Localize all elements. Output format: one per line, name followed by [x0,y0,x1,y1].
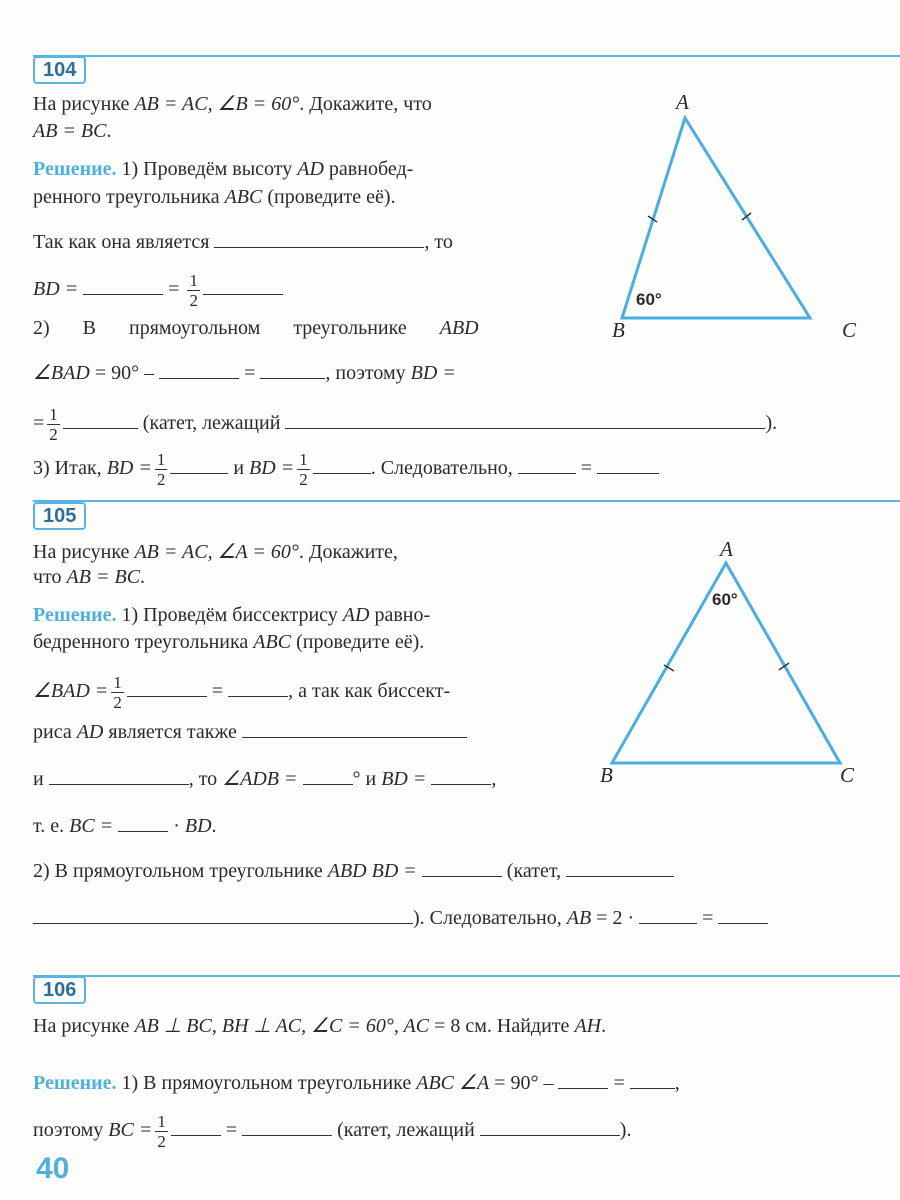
text: = [239,362,261,384]
text: , [674,1072,680,1094]
text: поэтому [33,1119,109,1142]
math: ABC ∠A [416,1072,490,1094]
text: и [33,768,49,790]
answer-blank[interactable] [480,1118,620,1136]
text: = [608,1072,630,1094]
math: BD = [381,768,427,790]
math: BD = [410,362,456,384]
text: , а так как биссект- [288,680,451,703]
text: = 90° – [489,1072,559,1094]
text: = [575,457,598,480]
solution-label: Решение. [33,1072,117,1094]
text: 1) Проведём высоту [116,158,298,180]
text: (проведите её). [262,186,396,208]
answer-blank[interactable] [228,679,288,697]
fraction: $\frac{1}{2}$ [156,450,166,489]
text: . Докажите, [298,541,398,563]
fraction: $\frac{1}{2}$ [49,405,58,444]
section-rule [33,500,900,502]
vertex-label-c: C [842,318,857,342]
text: (проведите её). [291,631,425,653]
answer-blank[interactable] [127,679,207,697]
problem-number-105: 105 [33,502,86,530]
answer-blank[interactable] [566,859,674,877]
text: равно- [369,604,431,626]
text: (катет, лежащий [137,412,286,435]
text: На рисунке [33,541,135,563]
math: BC = [108,1119,153,1142]
answer-blank[interactable] [558,1071,608,1089]
text: равнобед- [323,158,414,180]
text: 2) В прямоугольном треугольнике [33,860,328,882]
text: , [491,768,497,790]
answer-blank[interactable] [431,767,491,785]
math: ∠BAD = [33,680,109,703]
answer-blank[interactable] [303,767,353,785]
text: · [168,815,185,837]
math: ABC [224,186,263,208]
text: ). Следовательно, [413,907,567,929]
text: , поэтому [325,362,411,384]
fraction: $\frac{1}{2}$ [157,1112,166,1151]
text: = [33,412,45,435]
angle-label: 60° [712,590,738,609]
text: = [220,1119,243,1142]
text: = 2 · [591,907,640,929]
text: ). [765,412,778,435]
math: ABD BD = [327,860,417,882]
answer-blank[interactable] [639,906,697,924]
solution-label: Решение. [33,158,117,180]
math: BD [184,815,212,837]
text: бедренного треугольника [33,631,254,653]
answer-blank[interactable] [242,720,467,738]
math: AB = BC [33,120,107,142]
text: (катет, [501,860,567,882]
vertex-label-a: A [720,537,733,561]
text: 1) Проведём биссектрису [116,604,343,626]
text: = [697,907,719,929]
answer-blank[interactable] [171,1118,221,1136]
text: . [106,120,112,142]
text: т. е. [33,815,70,837]
text: = 8 см. Найдите [429,1015,575,1037]
vertex-label-c: C [840,763,855,787]
math: ∠ADB = [222,768,298,790]
text: = [163,278,185,301]
text: ° и [352,768,382,790]
math: AD [342,604,370,626]
text: (катет, лежащий [332,1119,480,1142]
math: AB ⊥ BC, BH ⊥ AC, ∠C = 60°, AC [134,1015,430,1037]
text: . Докажите, что [299,93,432,115]
fraction: $\frac{1}{2}$ [113,673,122,712]
answer-blank[interactable] [630,1071,675,1089]
text: На рисунке [33,1015,135,1037]
answer-blank[interactable] [33,906,413,924]
text: 3) Итак, [33,457,107,480]
math: BD = [249,457,295,480]
answer-blank[interactable] [718,906,768,924]
text: что [33,566,67,588]
text: = 90° – [89,362,160,384]
text: 1) В прямоугольном треугольнике [116,1072,417,1094]
text: Так как она является [33,231,215,253]
text: является также [103,721,242,743]
math: ∠BAD [33,362,90,384]
math: ABC [253,631,292,653]
text: На рисунке [33,93,135,115]
problem-number-106: 106 [33,976,86,1004]
math: BD = [33,278,79,301]
math: AH [574,1015,602,1037]
math: AB = AC, ∠A = 60° [134,541,299,563]
answer-blank[interactable] [242,1118,332,1136]
answer-blank[interactable] [422,859,502,877]
math: AD [297,158,324,180]
text: , то [424,231,453,253]
text: . [140,566,146,588]
text: ренного треугольника [33,186,225,208]
math: AB = AC, ∠B = 60° [134,93,300,115]
solution-label: Решение. [33,604,117,626]
fraction: $\frac{1}{2}$ [299,450,308,489]
math: AB = BC [66,566,141,588]
page-number: 40 [36,1152,70,1185]
section-rule [33,975,900,977]
text: . Следовательно, [370,457,518,480]
text: риса [33,721,77,743]
math: ABD [439,317,479,339]
angle-label: 60° [636,290,662,309]
text: и [228,457,250,480]
problem-number-104: 104 [33,56,86,84]
answer-blank[interactable] [49,767,189,785]
vertex-label-b: B [600,763,613,787]
text: 2) В прямоугольном треугольнике [33,317,440,339]
math: BD = [106,457,152,480]
math: AD [76,721,104,743]
text: = [206,680,229,703]
vertex-label-b: B [612,318,625,342]
text: ). [619,1119,632,1142]
math: AB [566,907,592,929]
fraction: $\frac{1}{2}$ [189,271,198,310]
vertex-label-a: A [676,90,689,114]
math: BC = [69,815,114,837]
answer-blank[interactable] [118,814,168,832]
text: , то [188,768,223,790]
text: . [211,815,217,837]
